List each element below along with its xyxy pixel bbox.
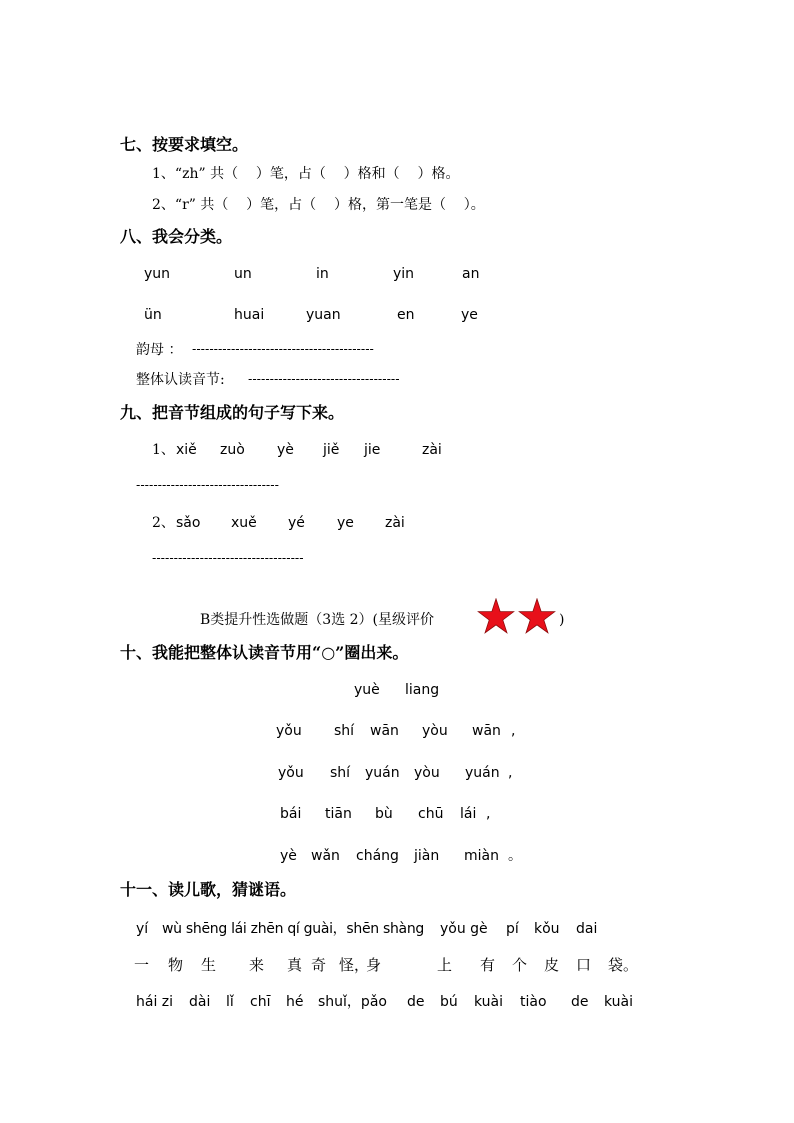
riddle-pinyin: de bbox=[407, 994, 425, 1010]
riddle-hanzi: 有 bbox=[480, 956, 496, 974]
riddle-pinyin: wù shēng lái zhēn qí guài，shēn shàng bbox=[162, 921, 424, 937]
syllable-item: jiě bbox=[323, 442, 340, 458]
riddle-pinyin: chī bbox=[250, 994, 271, 1010]
riddle-hanzi: 怪， bbox=[339, 956, 370, 974]
riddle-pinyin: hé bbox=[286, 994, 304, 1010]
riddle-pinyin: hái zi bbox=[136, 994, 174, 1010]
sentence-answer-line: --------------------------------- bbox=[136, 478, 279, 492]
poem-syllable: yuán bbox=[465, 765, 500, 781]
riddle-pinyin: pí bbox=[506, 921, 519, 937]
syllable-item: zuò bbox=[220, 442, 245, 458]
riddle-pinyin: kǒu bbox=[534, 921, 560, 937]
riddle-hanzi: 个 bbox=[512, 956, 528, 974]
riddle-hanzi: 一 bbox=[134, 956, 150, 974]
riddle-hanzi: 上 bbox=[437, 956, 453, 974]
riddle-pinyin: bú bbox=[440, 994, 458, 1010]
whole-syllables-label: 整体认读音节: bbox=[136, 372, 225, 388]
syllable-item: sǎo bbox=[176, 515, 201, 531]
syllable-item: huai bbox=[234, 307, 265, 323]
riddle-hanzi: 真 bbox=[287, 956, 303, 974]
question-number: 1、 bbox=[152, 442, 175, 458]
riddle-pinyin: dài bbox=[189, 994, 211, 1010]
poem-syllable: yǒu bbox=[278, 765, 304, 781]
poem-syllable: shí bbox=[334, 723, 355, 739]
poem-syllable: lái bbox=[460, 806, 477, 822]
poem-punctuation: , bbox=[508, 765, 513, 781]
section-8-title: 八、我会分类。 bbox=[120, 227, 233, 246]
finals-answer-line: ------------------------------------------ bbox=[192, 342, 374, 356]
riddle-pinyin: dai bbox=[576, 921, 598, 937]
section-10-title: 十、我能把整体认读音节用“○”圈出来。 bbox=[120, 643, 409, 662]
riddle-hanzi: 奇 bbox=[311, 956, 327, 974]
whole-syllables-answer-line: ----------------------------------- bbox=[248, 372, 400, 386]
riddle-pinyin: tiào bbox=[520, 994, 547, 1010]
poem-title-syllable: yuè bbox=[354, 682, 380, 698]
syllable-item: an bbox=[462, 266, 480, 282]
syllable-item: en bbox=[397, 307, 415, 323]
poem-syllable: bái bbox=[280, 806, 302, 822]
question-number: 2、 bbox=[152, 515, 175, 531]
riddle-hanzi: 口 bbox=[576, 956, 592, 974]
poem-syllable: wān bbox=[472, 723, 501, 739]
riddle-pinyin: yǒu gè bbox=[440, 921, 488, 937]
syllable-item: xuě bbox=[231, 515, 257, 531]
section-7-question-1: 1、“zh” 共（ ）笔，占（ ）格和（ ）格。 bbox=[152, 166, 460, 182]
syllable-item: ye bbox=[461, 307, 478, 323]
poem-syllable: wān bbox=[370, 723, 399, 739]
riddle-hanzi: 生 bbox=[201, 956, 217, 974]
poem-syllable: shí bbox=[330, 765, 351, 781]
sentence-answer-line: ----------------------------------- bbox=[152, 551, 304, 565]
syllable-item: zài bbox=[385, 515, 405, 531]
poem-syllable: wǎn bbox=[311, 848, 340, 864]
finals-label: 韵母 ： bbox=[136, 342, 183, 358]
riddle-pinyin: shuǐ，pǎo bbox=[318, 994, 387, 1010]
section-9-title: 九、把音节组成的句子写下来。 bbox=[120, 403, 345, 422]
syllable-item: yé bbox=[288, 515, 305, 531]
riddle-hanzi: 物 bbox=[168, 956, 184, 974]
poem-title-syllable: liang bbox=[405, 682, 440, 698]
riddle-hanzi: 袋。 bbox=[608, 956, 639, 974]
riddle-hanzi: 身 bbox=[366, 956, 382, 974]
riddle-hanzi: 来 bbox=[249, 956, 265, 974]
poem-syllable: yòu bbox=[414, 765, 440, 781]
poem-syllable: miàn bbox=[464, 848, 499, 864]
poem-syllable: cháng bbox=[356, 848, 399, 864]
poem-punctuation: , bbox=[486, 806, 491, 822]
riddle-pinyin: de bbox=[571, 994, 589, 1010]
poem-syllable: tiān bbox=[325, 806, 352, 822]
poem-syllable: yòu bbox=[422, 723, 448, 739]
riddle-pinyin: lǐ bbox=[226, 994, 234, 1010]
poem-syllable: chū bbox=[418, 806, 444, 822]
syllable-item: yun bbox=[144, 266, 171, 282]
poem-syllable: bù bbox=[375, 806, 393, 822]
riddle-pinyin: yí bbox=[136, 921, 149, 937]
syllable-item: yè bbox=[277, 442, 294, 458]
syllable-item: jie bbox=[364, 442, 381, 458]
section-11-title: 十一、读儿歌，猜谜语。 bbox=[120, 880, 297, 899]
poem-syllable: yuán bbox=[365, 765, 400, 781]
syllable-item: in bbox=[316, 266, 329, 282]
poem-syllable: yè bbox=[280, 848, 297, 864]
poem-syllable: jiàn bbox=[414, 848, 440, 864]
riddle-pinyin: kuài bbox=[474, 994, 504, 1010]
rating-star-icon bbox=[518, 598, 556, 634]
syllable-item: xiě bbox=[176, 442, 197, 458]
syllable-item: ye bbox=[337, 515, 354, 531]
riddle-hanzi: 皮 bbox=[544, 956, 560, 974]
section-7-question-2: 2、“r” 共（ ）笔，占（ ）格，第一笔是（ ）。 bbox=[152, 197, 485, 213]
syllable-item: yin bbox=[393, 266, 415, 282]
category-b-close: ) bbox=[559, 612, 565, 628]
rating-star-icon bbox=[477, 598, 515, 634]
poem-syllable: yǒu bbox=[276, 723, 302, 739]
syllable-item: yuan bbox=[306, 307, 341, 323]
section-7-title: 七、按要求填空。 bbox=[120, 135, 249, 154]
poem-punctuation: , bbox=[511, 723, 516, 739]
syllable-item: ün bbox=[144, 307, 162, 323]
poem-punctuation: 。 bbox=[508, 848, 522, 864]
category-b-heading: B类提升性选做题（3选 2）(星级评价 bbox=[200, 612, 435, 628]
syllable-item: un bbox=[234, 266, 252, 282]
syllable-item: zài bbox=[422, 442, 442, 458]
riddle-pinyin: kuài bbox=[604, 994, 634, 1010]
